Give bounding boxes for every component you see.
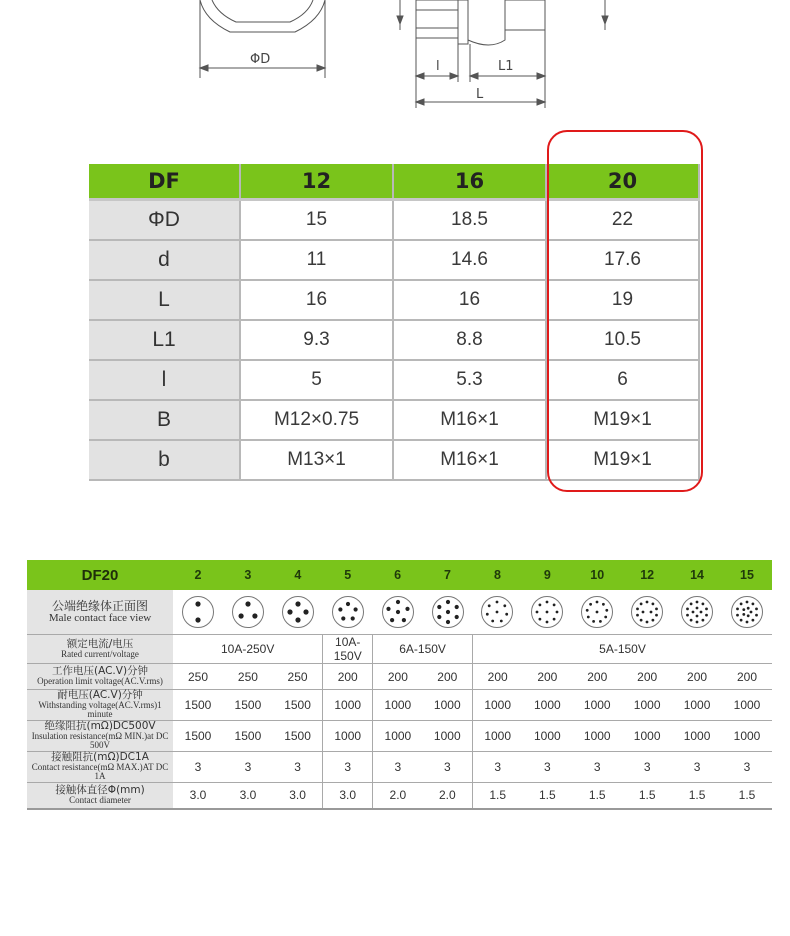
pin-count-header: 9 xyxy=(522,560,572,590)
spec-cell: 1500 xyxy=(173,690,223,721)
drawing-label-diameter: ΦD xyxy=(250,52,271,67)
spec-cell: 200 xyxy=(572,664,622,690)
spec-cell: 1000 xyxy=(622,690,672,721)
pin-count-header: 12 xyxy=(622,560,672,590)
contact-face-icon xyxy=(530,595,564,629)
spec-cell: 1000 xyxy=(472,720,522,751)
spec-cell: 3 xyxy=(722,751,772,782)
dimension-cell: 10.5 xyxy=(546,320,699,360)
dimension-cell: 5.3 xyxy=(393,360,546,400)
spec-cell: 1.5 xyxy=(472,782,522,809)
contact-face-icon xyxy=(331,595,365,629)
rated-group: 5A-150V xyxy=(472,635,772,664)
dimension-cell: 19 xyxy=(546,280,699,320)
dimension-row-label: ΦD xyxy=(89,200,240,241)
header-size-20: 20 xyxy=(546,164,699,200)
spec-table-header xyxy=(27,560,772,590)
rated-group: 10A-250V xyxy=(173,635,323,664)
spec-row-label xyxy=(27,720,173,751)
dimension-cell: M16×1 xyxy=(393,400,546,440)
contact-face-cell xyxy=(373,590,423,635)
spec-cell: 3 xyxy=(173,751,223,782)
spec-cell: 250 xyxy=(173,664,223,690)
spec-cell: 200 xyxy=(323,664,373,690)
dimension-cell: 16 xyxy=(393,280,546,320)
contact-face-cell xyxy=(572,590,622,635)
contact-face-icon xyxy=(480,595,514,629)
rated-label xyxy=(27,635,173,664)
spec-cell: 1000 xyxy=(622,720,672,751)
spec-cell: 200 xyxy=(722,664,772,690)
dimension-row-label: L xyxy=(89,280,240,320)
dimension-cell: 6 xyxy=(546,360,699,400)
contact-face-icon xyxy=(431,595,465,629)
contact-face-icon xyxy=(231,595,265,629)
contact-face-icon xyxy=(181,595,215,629)
dimension-cell: 18.5 xyxy=(393,200,546,241)
spec-row-label-en: Contact resistance(mΩ MAX.)AT DC 1A xyxy=(31,761,169,782)
rated-label-cn: 额定电流/电压 xyxy=(66,637,134,650)
spec-cell: 3 xyxy=(572,751,622,782)
highlight-box-size-20 xyxy=(547,130,703,492)
spec-cell: 1500 xyxy=(273,720,323,751)
spec-cell: 200 xyxy=(672,664,722,690)
spec-row-label-en: Contact diameter xyxy=(69,794,131,805)
spec-cell: 3 xyxy=(323,751,373,782)
pin-count-header: 15 xyxy=(722,560,772,590)
spec-cell: 3 xyxy=(622,751,672,782)
dimension-cell: 17.6 xyxy=(546,240,699,280)
spec-title: DF20 xyxy=(27,560,173,590)
spec-cell: 3.0 xyxy=(223,782,273,809)
spec-cell: 1500 xyxy=(173,720,223,751)
spec-row-label-en: Operation limit voltage(AC.V.rms) xyxy=(37,676,163,687)
dimension-row-label: l xyxy=(89,360,240,400)
spec-row-label xyxy=(27,664,173,690)
spec-cell: 2.0 xyxy=(373,782,423,809)
spec-cell: 200 xyxy=(522,664,572,690)
contact-face-icon xyxy=(381,595,415,629)
spec-cell: 250 xyxy=(273,664,323,690)
spec-cell: 1.5 xyxy=(722,782,772,809)
face-label-en: Male contact face view xyxy=(48,611,152,624)
drawing-label-length: L xyxy=(476,87,484,102)
contact-face-row xyxy=(27,590,772,635)
contact-face-icon xyxy=(680,595,714,629)
spec-cell: 1000 xyxy=(722,720,772,751)
face-label-cn: 公端绝缘体正面图 xyxy=(52,598,149,613)
spec-cell: 1000 xyxy=(423,690,473,721)
spec-row-label-cn: 接触体直径Φ(mm) xyxy=(55,783,145,796)
drawing-label-l: l xyxy=(436,59,440,74)
pin-count-header: 14 xyxy=(672,560,722,590)
spec-cell: 3.0 xyxy=(273,782,323,809)
spec-cell: 1500 xyxy=(223,690,273,721)
spec-cell: 1.5 xyxy=(522,782,572,809)
contact-face-cell xyxy=(323,590,373,635)
spec-cell: 1000 xyxy=(722,690,772,721)
contact-face-cell xyxy=(223,590,273,635)
spec-cell: 1000 xyxy=(522,690,572,721)
spec-cell: 3 xyxy=(223,751,273,782)
spec-cell: 3.0 xyxy=(173,782,223,809)
spec-row xyxy=(27,664,772,690)
dimension-cell: 8.8 xyxy=(393,320,546,360)
drawing-label-l1: L1 xyxy=(498,59,514,74)
dimension-cell: M12×0.75 xyxy=(240,400,393,440)
pin-count-header: 10 xyxy=(572,560,622,590)
contact-face-cell xyxy=(622,590,672,635)
spec-cell: 1000 xyxy=(672,690,722,721)
spec-cell: 1.5 xyxy=(622,782,672,809)
spec-row-label xyxy=(27,782,173,809)
spec-row xyxy=(27,720,772,751)
spec-cell: 3 xyxy=(522,751,572,782)
spec-cell: 200 xyxy=(622,664,672,690)
dimension-cell: M19×1 xyxy=(546,400,699,440)
spec-row-label-en: Withstanding voltage(AC.V.rms)1 minute xyxy=(38,700,162,720)
pin-count-header: 5 xyxy=(323,560,373,590)
dimension-cell: 22 xyxy=(546,200,699,241)
spec-cell: 1000 xyxy=(472,690,522,721)
contact-face-icon xyxy=(730,595,764,629)
spec-cell: 1000 xyxy=(522,720,572,751)
rated-row xyxy=(27,635,772,664)
spec-row xyxy=(27,690,772,721)
contact-face-cell xyxy=(522,590,572,635)
contact-face-cell xyxy=(173,590,223,635)
spec-cell: 1.5 xyxy=(672,782,722,809)
spec-cell: 1.5 xyxy=(572,782,622,809)
dimension-cell: 15 xyxy=(240,200,393,241)
pin-count-header: 6 xyxy=(373,560,423,590)
dimension-row-label: b xyxy=(89,440,240,480)
header-size-12: 12 xyxy=(240,164,393,200)
header-series: DF xyxy=(89,164,240,200)
contact-face-cell xyxy=(472,590,522,635)
dimension-cell: 16 xyxy=(240,280,393,320)
spec-cell: 3 xyxy=(672,751,722,782)
spec-cell: 1000 xyxy=(572,720,622,751)
dimension-row-label: d xyxy=(89,240,240,280)
spec-cell: 3 xyxy=(423,751,473,782)
dimension-cell: 11 xyxy=(240,240,393,280)
spec-cell: 1000 xyxy=(373,720,423,751)
spec-cell: 1500 xyxy=(223,720,273,751)
spec-cell: 3.0 xyxy=(323,782,373,809)
specification-table xyxy=(27,560,772,810)
face-label xyxy=(27,590,173,635)
spec-cell: 250 xyxy=(223,664,273,690)
spec-row-label-cn: 接触阻抗(mΩ)DC1A xyxy=(51,750,149,763)
spec-cell: 1000 xyxy=(323,720,373,751)
spec-cell: 1000 xyxy=(373,690,423,721)
spec-row xyxy=(27,751,772,782)
spec-row-label-cn: 绝缘阻抗(mΩ)DC500V xyxy=(44,719,156,732)
pin-count-header: 7 xyxy=(423,560,473,590)
dimension-cell: M16×1 xyxy=(393,440,546,480)
spec-cell: 1000 xyxy=(323,690,373,721)
dimension-cell: 5 xyxy=(240,360,393,400)
spec-cell: 3 xyxy=(373,751,423,782)
spec-cell: 200 xyxy=(423,664,473,690)
dimension-row-label: L1 xyxy=(89,320,240,360)
contact-face-icon xyxy=(281,595,315,629)
spec-row-label xyxy=(27,690,173,721)
dimension-cell: M13×1 xyxy=(240,440,393,480)
spec-cell: 3 xyxy=(472,751,522,782)
pin-count-header: 4 xyxy=(273,560,323,590)
spec-cell: 3 xyxy=(273,751,323,782)
contact-face-cell xyxy=(722,590,772,635)
pin-count-header: 8 xyxy=(472,560,522,590)
pin-count-header: 2 xyxy=(173,560,223,590)
connector-dimension-drawing xyxy=(0,0,790,120)
dimension-row-label: B xyxy=(89,400,240,440)
spec-cell: 200 xyxy=(373,664,423,690)
spec-cell: 1000 xyxy=(572,690,622,721)
spec-row-label-en: Insulation resistance(mΩ MIN.)at DC 500V xyxy=(31,730,169,751)
spec-row xyxy=(27,782,772,809)
spec-row-label xyxy=(27,751,173,782)
pin-count-header: 3 xyxy=(223,560,273,590)
spec-cell: 1500 xyxy=(273,690,323,721)
dimension-cell: 14.6 xyxy=(393,240,546,280)
contact-face-icon xyxy=(630,595,664,629)
contact-face-cell xyxy=(423,590,473,635)
rated-group: 10A-150V xyxy=(323,635,373,664)
contact-face-cell xyxy=(273,590,323,635)
dimension-cell: 9.3 xyxy=(240,320,393,360)
rated-label-en: Rated current/voltage xyxy=(61,648,139,659)
contact-face-icon xyxy=(580,595,614,629)
spec-cell: 1000 xyxy=(672,720,722,751)
spec-cell: 1000 xyxy=(423,720,473,751)
spec-row-label-cn: 耐电压(AC.V)分钟 xyxy=(57,689,143,701)
dimension-cell: M19×1 xyxy=(546,440,699,480)
spec-row-label-cn: 工作电压(AC.V)分钟 xyxy=(52,665,149,678)
header-size-16: 16 xyxy=(393,164,546,200)
contact-face-cell xyxy=(672,590,722,635)
spec-cell: 2.0 xyxy=(423,782,473,809)
rated-group: 6A-150V xyxy=(373,635,473,664)
spec-cell: 200 xyxy=(472,664,522,690)
